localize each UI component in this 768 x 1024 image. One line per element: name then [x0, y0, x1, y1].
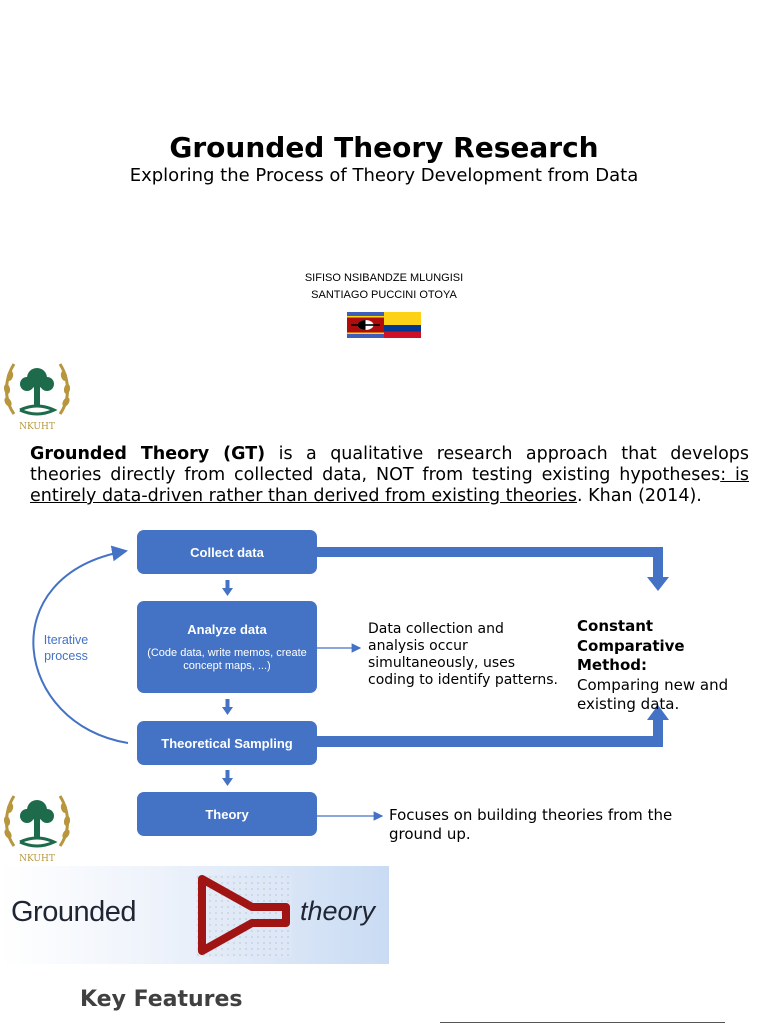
- theoretical-sampling-label: Theoretical Sampling: [161, 735, 293, 751]
- analyze-data-label: Analyze data: [187, 621, 267, 637]
- analyze-data-sublabel: (Code data, write memos, create concept maps, ...): [147, 646, 307, 672]
- constant-comparative-method: [577, 617, 757, 715]
- theoretical-sampling-box: [137, 721, 317, 765]
- intro-underlined-text: : is entirely data-driven rather than derived from existing theories: [30, 465, 749, 506]
- page-subtitle: Exploring the Process of Theory Development from Data: [129, 165, 639, 186]
- thick-arrow-to-ccm: [317, 547, 669, 591]
- collect-data-box: [137, 530, 317, 574]
- page-title: Grounded Theory Research: [169, 131, 599, 164]
- iterative-process-label: Iterative process: [43, 633, 89, 663]
- divider: [440, 1022, 725, 1023]
- author-name: SANTIAGO PUCCINI OTOYA: [311, 289, 457, 301]
- down-arrow-icon: [222, 588, 233, 596]
- intro-citation: . Khan (2014).: [577, 486, 702, 506]
- ccm-text: Comparing new and existing data.: [577, 675, 729, 713]
- banner-text-grounded: Grounded: [11, 896, 136, 928]
- analyze-data-box: [137, 601, 317, 693]
- theory-box: [137, 792, 317, 836]
- down-arrow-icon: [222, 707, 233, 715]
- banner-text-theory: theory: [300, 896, 376, 926]
- theory-label: Theory: [205, 806, 249, 822]
- theory-note: Focuses on building theories from the ground up.: [389, 806, 673, 843]
- intro-term: Grounded Theory (GT): [30, 444, 266, 464]
- intro-text: is a qualitative research approach that develops theories directly from collected data, NOT from testing existing hypotheses: [30, 444, 750, 485]
- logo-text: NKUHT: [19, 854, 55, 864]
- down-arrow-icon: [226, 770, 230, 779]
- analysis-note: Data collection and analysis occur simultaneously, uses coding to identify patterns.: [368, 621, 558, 688]
- collect-data-label: Collect data: [190, 544, 264, 560]
- down-arrow-icon: [222, 778, 233, 786]
- author-name: SIFISO NSIBANDZE MLUNGISI: [304, 272, 464, 284]
- section-heading: Key Features: [80, 987, 243, 1012]
- ccm-title: Constant Comparative Method:: [577, 617, 685, 674]
- down-arrow-icon: [226, 580, 230, 589]
- funnel-icon: [196, 875, 292, 957]
- down-arrow-icon: [226, 699, 230, 708]
- logo-text: NKUHT: [19, 422, 55, 432]
